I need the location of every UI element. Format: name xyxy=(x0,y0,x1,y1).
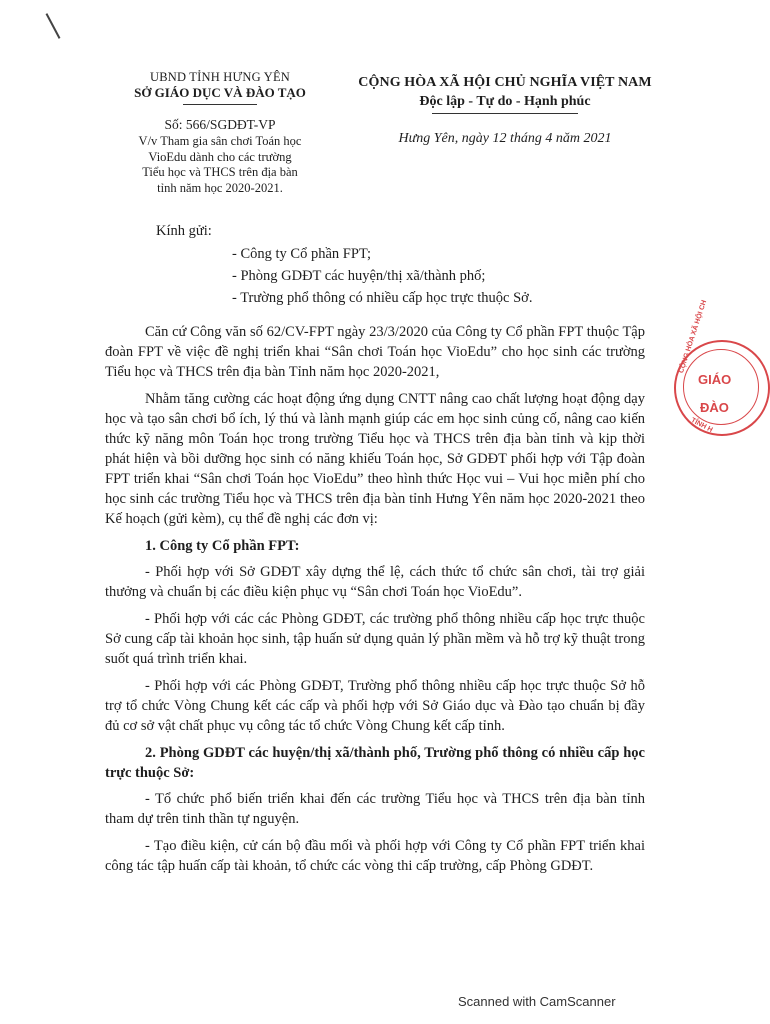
document-number: Số: 566/SGDĐT-VP xyxy=(164,117,276,132)
recipient-item: - Trường phổ thông có nhiều cấp học trực thuộc Sở. xyxy=(232,290,533,306)
pen-mark xyxy=(46,13,61,39)
salutation: Kính gửi: xyxy=(156,223,212,239)
subject-line: Tiểu học và THCS trên địa bàn xyxy=(142,165,298,179)
subject-line: tỉnh năm học 2020-2021. xyxy=(157,180,283,195)
section-item: - Phối hợp với các các Phòng GDĐT, các trường phổ thông nhiều cấp học trực thuộc Sở cung cấp tài khoản học sinh, tập huấn sử dụng quản lý phần mềm và hỗ trợ kỹ thuật trong suốt quá trình triển khai. xyxy=(105,611,645,667)
section-heading: 1. Công ty Cổ phần FPT: xyxy=(145,538,300,554)
issuer-authority: UBND TỈNH HƯNG YÊN xyxy=(149,70,291,84)
section-item: - Phối hợp với các Phòng GDĐT, Trường phổ thông nhiều cấp học trực thuộc Sở hỗ trợ tổ chức Vòng Chung kết các cấp và phối hợp với Sở Giáo dục và Đào tạo chuẩn bị đầy đủ cơ sở vật chất phục vụ công tác tổ chức Vòng Chung kết cấp tỉnh. xyxy=(105,678,645,734)
official-seal xyxy=(674,299,770,436)
seal-text: TỈNH H xyxy=(689,416,714,435)
section-heading: 2. Phòng GDĐT các huyện/thị xã/thành phố, Trường phổ thông có nhiều cấp học trực thuộc Sở: xyxy=(105,745,645,781)
national-header xyxy=(330,74,680,148)
recipient-item: - Phòng GDĐT các huyện/thị xã/thành phố; xyxy=(232,268,486,284)
issuer-underline xyxy=(183,104,257,105)
body-paragraph: Căn cứ Công văn số 62/CV-FPT ngày 23/3/2020 của Công ty Cổ phần FPT thuộc Tập đoàn FPT về việc đề nghị triển khai “Sân chơi Toán học VioEdu” cho học sinh các trường Tiểu học và THCS trên địa bàn Tỉnh năm học 2020-2021, xyxy=(105,324,645,380)
issuer-department: SỞ GIÁO DỤC VÀ ĐÀO TẠO xyxy=(134,85,306,100)
scanner-watermark: Scanned with CamScanner xyxy=(458,994,616,1009)
motto-underline xyxy=(432,113,578,114)
section-item: - Tổ chức phổ biến triển khai đến các trường Tiểu học và THCS trên địa bàn tỉnh tham dự trên tinh thần tự nguyện. xyxy=(105,791,645,827)
national-title: CỘNG HÒA XÃ HỘI CHỦ NGHĨA VIỆT NAM xyxy=(358,75,652,90)
seal-text: CỘNG HÒA XÃ HỘI CH xyxy=(678,299,709,375)
section-item: - Tạo điều kiện, cử cán bộ đầu mối và phối hợp với Công ty Cổ phần FPT triển khai công tác tập huấn cấp tài khoản, tổ chức các vòng thi cấp trường, cấp Phòng GDĐT. xyxy=(105,838,645,874)
issuer-block xyxy=(110,70,330,196)
seal-text: ĐÀO xyxy=(700,400,729,415)
seal-text: GIÁO xyxy=(698,372,732,387)
body-paragraph: Nhằm tăng cường các hoạt động ứng dụng CNTT nâng cao chất lượng hoạt động dạy học và tạo sân chơi bổ ích, lý thú và lành mạnh giúp các em học sinh củng cố, nâng cao kiến thức kỹ năng môn Toán học trong trường Tiểu học và THCS trên địa bàn tỉnh và kịp thời phát hiện và bồi dưỡng học sinh có năng khiếu Toán học, Sở GDĐT phối hợp với Tập đoàn FPT triển khai “Sân chơi Toán học VioEdu” theo hình thức Học vui – Vui học miễn phí cho học sinh các trường Tiểu học và THCS trên địa bàn tỉnh Hưng Yên năm học 2020-2021 theo Kế hoạch (gửi kèm), cụ thể đề nghị các đơn vị: xyxy=(105,391,645,527)
document-body xyxy=(105,322,645,883)
place-date: Hưng Yên, ngày 12 tháng 4 năm 2021 xyxy=(398,131,612,146)
recipient-item: - Công ty Cổ phần FPT; xyxy=(232,246,371,262)
subject-line: V/v Tham gia sân chơi Toán học xyxy=(138,134,302,148)
national-motto: Độc lập - Tự do - Hạnh phúc xyxy=(419,94,591,109)
section-item: - Phối hợp với Sở GDĐT xây dựng thể lệ, cách thức tổ chức sân chơi, tài trợ giải thưởng và chuẩn bị các điều kiện phục vụ “Sân chơi Toán học VioEdu”. xyxy=(105,564,645,600)
subject-line: VioEdu dành cho các trường xyxy=(148,149,292,164)
document-subject xyxy=(110,134,330,196)
recipient-list xyxy=(232,243,532,309)
